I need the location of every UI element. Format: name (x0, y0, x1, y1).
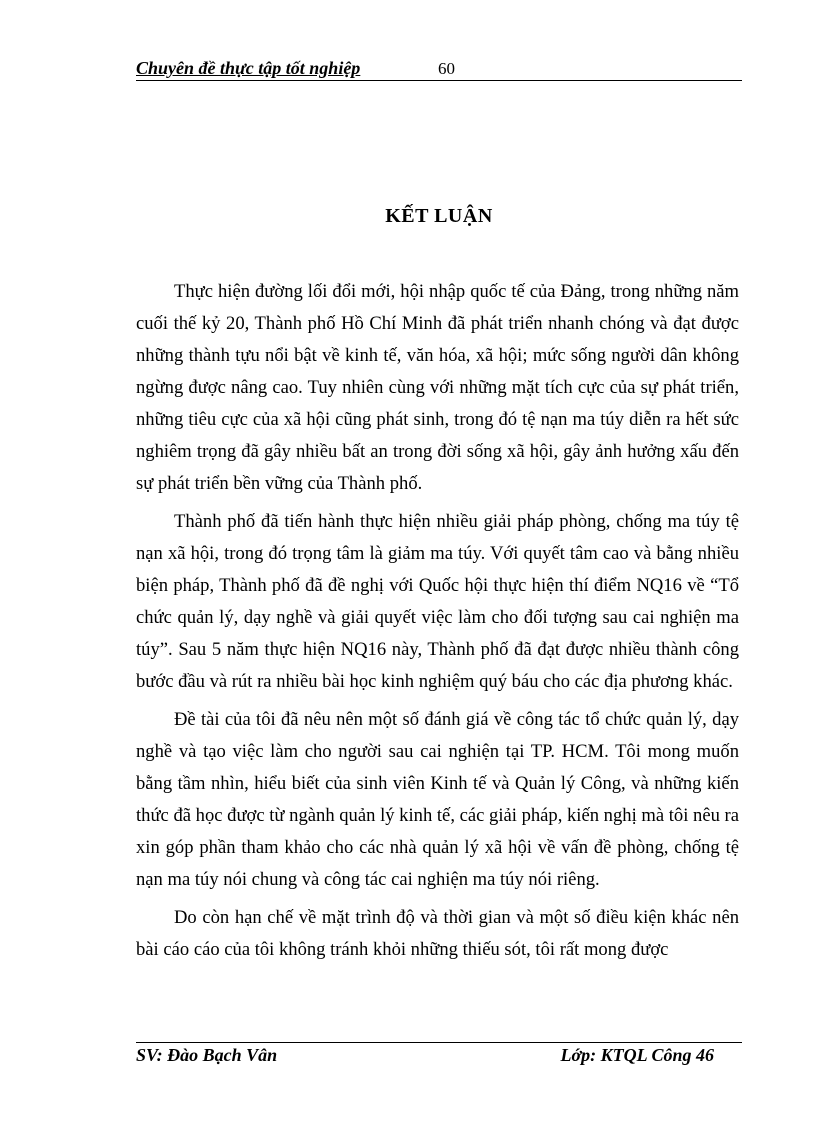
header-title: Chuyên đề thực tập tốt nghiệp (136, 58, 361, 78)
page-number: 60 (438, 59, 455, 78)
body-text (136, 276, 739, 972)
paragraph-3: Đề tài của tôi đã nêu nên một số đánh giá về công tác tổ chức quản lý, dạy nghề và tạo việc làm cho người sau cai nghiện tại TP. HCM. Tôi mong muốn bằng tầm nhìn, hiểu biết của sinh viên Kinh tế và Quản lý Công, và những kiến thức đã học được từ ngành quản lý kinh tế, các giải pháp, kiến nghị mà tôi nêu ra xin góp phần tham khảo cho các nhà quản lý xã hội về vấn đề phòng, chống tệ nạn ma túy nói chung và công tác cai nghiện ma túy nói riêng. (136, 709, 739, 890)
footer-student: SV: Đào Bạch Vân (136, 1045, 278, 1065)
paragraph-4: Do còn hạn chế về mặt trình độ và thời gian và một số điều kiện khác nên bài cáo cáo của tôi không tránh khỏi những thiếu sót, tôi rất mong được (136, 907, 739, 960)
paragraph-1: Thực hiện đường lối đổi mới, hội nhập quốc tế của Đảng, trong những năm cuối thế kỷ 20, Thành phố Hồ Chí Minh đã phát triển nhanh chóng và đạt được những thành tựu nổi bật về kinh tế, văn hóa, xã hội; mức sống người dân không ngừng được nâng cao. Tuy nhiên cùng với những mặt tích cực của sự phát triển, những tiêu cực của xã hội cũng phát sinh, trong đó tệ nạn ma túy diễn ra hết sức nghiêm trọng đã gây nhiều bất an trong đời sống xã hội, gây ảnh hưởng xấu đến sự phát triển bền vững của Thành phố. (136, 281, 739, 494)
page-header (136, 58, 742, 81)
footer-class: Lớp: KTQL Công 46 (560, 1045, 714, 1065)
paragraph-2: Thành phố đã tiến hành thực hiện nhiều giải pháp phòng, chống ma túy tệ nạn xã hội, trong đó trọng tâm là giảm ma túy. Với quyết tâm cao và bằng nhiều biện pháp, Thành phố đã đề nghị với Quốc hội thực hiện thí điểm NQ16 về “Tổ chức quản lý, dạy nghề và giải quyết việc làm cho đối tượng sau cai nghiện ma túy”. Sau 5 năm thực hiện NQ16 này, Thành phố đã đạt được nhiều thành công bước đầu và rút ra nhiều bài học kinh nghiệm quý báu cho các địa phương khác. (136, 511, 739, 692)
section-title: KẾT LUẬN (385, 205, 493, 227)
page-footer (136, 1042, 742, 1069)
